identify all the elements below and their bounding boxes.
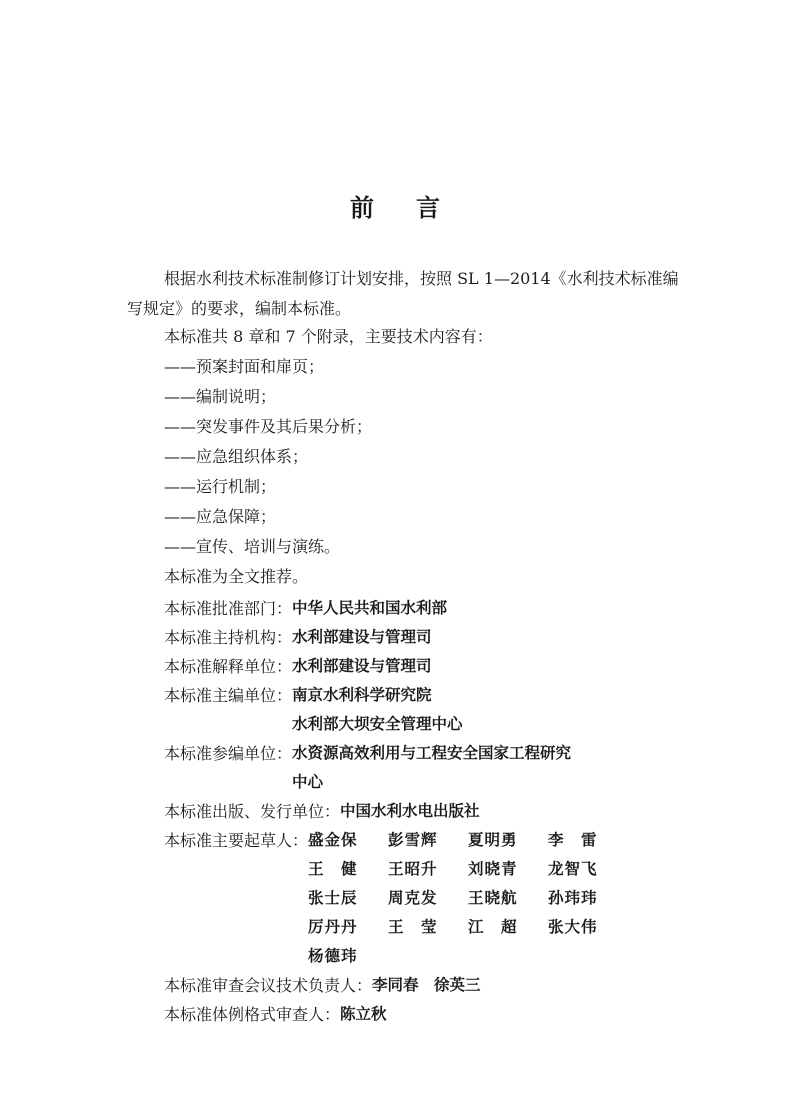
chief-values <box>292 681 463 739</box>
drafter-name: 李 雷 <box>548 831 598 849</box>
content-line: ——编制说明； <box>164 387 277 406</box>
content-line: ——突发事件及其后果分析； <box>164 417 373 436</box>
drafter-name: 刘晓青 <box>468 860 518 878</box>
participate-values <box>292 739 571 797</box>
drafters-names <box>308 826 628 971</box>
participate-value: 水资源高效利用与工程安全国家工程研究 <box>292 744 572 762</box>
chief-value: 水利部大坝安全管理中心 <box>292 715 463 733</box>
chief-value: 南京水利科学研究院 <box>292 686 432 704</box>
standard-info <box>164 594 724 1029</box>
format-label: 本标准体例格式审查人： <box>164 1005 341 1024</box>
content-line: ——运行机制； <box>164 477 277 496</box>
drafters-label: 本标准主要起草人： <box>164 831 309 850</box>
publisher-value: 中国水利水电出版社 <box>340 802 480 820</box>
drafter-name: 王晓航 <box>468 889 518 907</box>
drafter-name: 龙智飞 <box>548 860 598 878</box>
drafters-row <box>164 826 724 971</box>
interpret-row <box>164 652 724 681</box>
title-char-2: 言 <box>416 194 442 222</box>
interpret-label: 本标准解释单位： <box>164 657 293 676</box>
host-row <box>164 623 724 652</box>
drafter-name: 王 健 <box>308 860 358 878</box>
format-row <box>164 1000 724 1029</box>
reviewers-row <box>164 971 724 1000</box>
reviewers-value: 李同春 徐英三 <box>372 976 481 994</box>
content-line: ——应急保障； <box>164 507 277 526</box>
page-title <box>0 188 792 223</box>
chief-label: 本标准主编单位： <box>164 686 293 705</box>
content-line: 本标准共 8 章和 7 个附录，主要技术内容有： <box>164 327 493 346</box>
title-char-1: 前 <box>350 194 376 222</box>
drafters-line <box>308 884 628 913</box>
drafter-name: 彭雪辉 <box>388 831 438 849</box>
intro-paragraph: 根据水利技术标准制修订计划安排，按照 SL 1—2014《水利技术标准编写规定》的要求，编制本标准。 <box>127 269 679 318</box>
drafters-line <box>308 942 628 971</box>
publisher-row <box>164 797 724 826</box>
participate-row <box>164 739 724 797</box>
drafter-name: 周克发 <box>388 889 438 907</box>
chief-row <box>164 681 724 739</box>
host-value: 水利部建设与管理司 <box>292 628 432 646</box>
content-list <box>164 322 684 592</box>
approve-label: 本标准批准部门： <box>164 599 293 618</box>
drafter-name: 杨德玮 <box>308 947 358 965</box>
approve-value: 中华人民共和国水利部 <box>292 599 448 617</box>
drafters-line <box>308 855 628 884</box>
host-label: 本标准主持机构： <box>164 628 293 647</box>
drafter-name: 王昭升 <box>388 860 438 878</box>
drafter-name: 张大伟 <box>548 918 598 936</box>
drafter-name: 孙玮玮 <box>548 889 598 907</box>
drafter-name: 盛金保 <box>308 831 358 849</box>
content-line: ——预案封面和扉页； <box>164 357 325 376</box>
drafters-line <box>308 913 628 942</box>
participate-label: 本标准参编单位： <box>164 744 293 763</box>
drafters-line <box>308 826 628 855</box>
content-line: ——应急组织体系； <box>164 447 309 466</box>
reviewers-label: 本标准审查会议技术负责人： <box>164 976 373 995</box>
interpret-value: 水利部建设与管理司 <box>292 657 432 675</box>
drafter-name: 厉丹丹 <box>308 918 358 936</box>
drafter-name: 王 莹 <box>388 918 438 936</box>
format-value: 陈立秋 <box>340 1005 387 1023</box>
drafter-name: 江 超 <box>468 918 518 936</box>
content-line: 本标准为全文推荐。 <box>164 567 309 586</box>
approve-row <box>164 594 724 623</box>
participate-value: 中心 <box>292 773 324 791</box>
publisher-label: 本标准出版、发行单位： <box>164 802 341 821</box>
content-line: ——宣传、培训与演练。 <box>164 537 341 556</box>
drafter-name: 张士辰 <box>308 889 358 907</box>
drafter-name: 夏明勇 <box>468 831 518 849</box>
